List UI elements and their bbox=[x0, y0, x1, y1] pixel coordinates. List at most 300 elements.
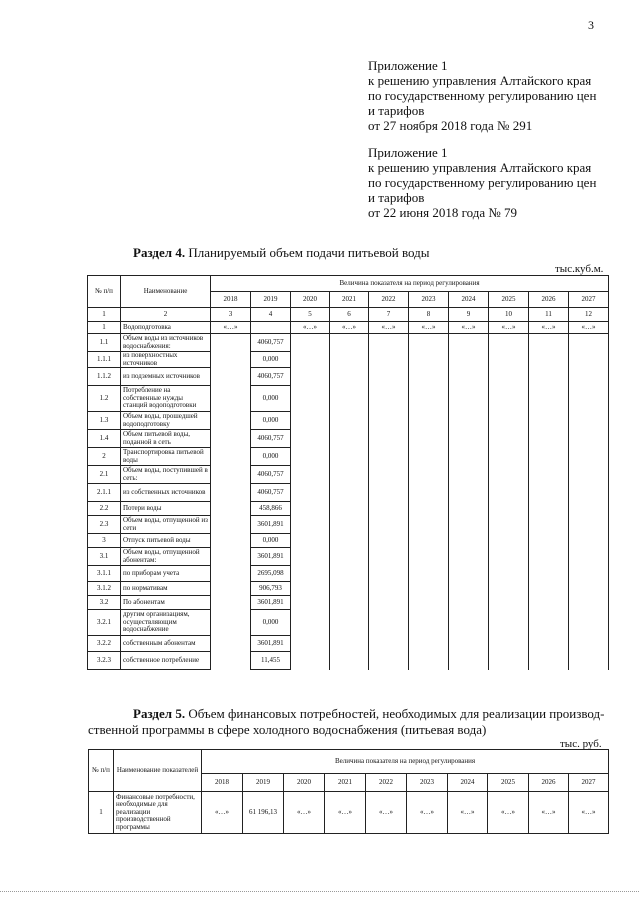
row-num: 1.3 bbox=[88, 412, 121, 430]
value-2020 bbox=[291, 334, 330, 352]
row-num: 2.1 bbox=[88, 466, 121, 484]
header-year: 2024 bbox=[448, 774, 488, 792]
value-2023 bbox=[409, 548, 449, 566]
header-group: Величина показателя на период регулирования bbox=[202, 750, 609, 774]
value-2027 bbox=[569, 386, 609, 412]
value-2025 bbox=[489, 412, 529, 430]
column-index: 5 bbox=[291, 308, 330, 322]
value-2027 bbox=[569, 484, 609, 502]
value-2027 bbox=[569, 548, 609, 566]
value-2023 bbox=[409, 652, 449, 670]
value-2022 bbox=[369, 548, 409, 566]
value-2024 bbox=[449, 412, 489, 430]
row-name: Отпуск питьевой воды bbox=[121, 534, 211, 548]
value-2026 bbox=[529, 448, 569, 466]
header-year: 2025 bbox=[488, 774, 529, 792]
row-num: 3 bbox=[88, 534, 121, 548]
value-2026 bbox=[529, 636, 569, 652]
value-2027 bbox=[569, 566, 609, 582]
value-2027 bbox=[569, 448, 609, 466]
value-2018 bbox=[211, 636, 251, 652]
column-index: 3 bbox=[211, 308, 251, 322]
value-2023 bbox=[409, 334, 449, 352]
value-2018 bbox=[211, 582, 251, 596]
value-2020 bbox=[291, 448, 330, 466]
value-2025 bbox=[489, 502, 529, 516]
row-name: по нормативам bbox=[121, 582, 211, 596]
appendix-line: по государственному регулированию цен bbox=[368, 175, 597, 190]
value-2022 bbox=[369, 516, 409, 534]
row-num: 3.2.3 bbox=[88, 652, 121, 670]
table-row bbox=[88, 566, 609, 582]
header-year: 2021 bbox=[325, 774, 366, 792]
page-edge-line bbox=[0, 891, 639, 892]
value-2024 bbox=[449, 636, 489, 652]
section5-title-line2: ственной программы в сфере холодного водоснабжения (питьевая вода) bbox=[88, 722, 487, 737]
row-num: 1 bbox=[88, 322, 121, 334]
value-2024 bbox=[449, 352, 489, 368]
value-2019: 458,866 bbox=[251, 502, 291, 516]
appendix-line: Приложение 1 bbox=[368, 145, 448, 160]
value-2020 bbox=[291, 516, 330, 534]
value-2018 bbox=[211, 502, 251, 516]
value-2024 bbox=[449, 652, 489, 670]
value-2020 bbox=[291, 582, 330, 596]
value-2027 bbox=[569, 352, 609, 368]
value-2024 bbox=[449, 610, 489, 636]
value-2018 bbox=[211, 596, 251, 610]
value-2024 bbox=[449, 484, 489, 502]
value-2026 bbox=[529, 466, 569, 484]
value-2026 bbox=[529, 386, 569, 412]
value-2018 bbox=[211, 652, 251, 670]
value-2018 bbox=[211, 430, 251, 448]
table-row bbox=[88, 582, 609, 596]
value-2026 bbox=[529, 652, 569, 670]
row-num: 3.2 bbox=[88, 596, 121, 610]
section5-title-bold: Раздел 5. bbox=[133, 706, 186, 721]
value-2027 bbox=[569, 534, 609, 548]
header-year: 2023 bbox=[407, 774, 448, 792]
value-2021 bbox=[330, 430, 369, 448]
table-row bbox=[88, 596, 609, 610]
value-2026 bbox=[529, 334, 569, 352]
table-row bbox=[88, 448, 609, 466]
value-2021 bbox=[330, 534, 369, 548]
value-2027 bbox=[569, 430, 609, 448]
value-2026 bbox=[529, 596, 569, 610]
value-2024 bbox=[449, 368, 489, 386]
value-2025 bbox=[489, 610, 529, 636]
row-name: по приборам учета bbox=[121, 566, 211, 582]
appendix-line: к решению управления Алтайского края bbox=[368, 160, 592, 175]
value-2025 bbox=[489, 368, 529, 386]
value-2020 bbox=[291, 386, 330, 412]
value-2025 bbox=[489, 596, 529, 610]
value-2024 bbox=[449, 334, 489, 352]
value-2019: 0,000 bbox=[251, 610, 291, 636]
table-row bbox=[88, 352, 609, 368]
value-2023 bbox=[409, 566, 449, 582]
value-2021 bbox=[330, 502, 369, 516]
value-2018 bbox=[211, 352, 251, 368]
value-2025 bbox=[489, 652, 529, 670]
value-2027 bbox=[569, 368, 609, 386]
appendix-block-1 bbox=[368, 58, 596, 133]
value-2022: «…» bbox=[369, 322, 409, 334]
table-row bbox=[88, 484, 609, 502]
value-2025 bbox=[489, 466, 529, 484]
row-num: 3.2.2 bbox=[88, 636, 121, 652]
value-2026 bbox=[529, 412, 569, 430]
row-num: 1 bbox=[89, 792, 114, 834]
value-2025 bbox=[489, 430, 529, 448]
value-2020 bbox=[291, 652, 330, 670]
row-num: 2.3 bbox=[88, 516, 121, 534]
value-2024: «…» bbox=[449, 322, 489, 334]
column-index: 8 bbox=[409, 308, 449, 322]
value-2019: 0,000 bbox=[251, 352, 291, 368]
value-2025 bbox=[489, 534, 529, 548]
header-year: 2026 bbox=[529, 292, 569, 308]
table-row bbox=[88, 516, 609, 534]
value-2022 bbox=[369, 566, 409, 582]
row-name: другим организациям, осуществляющим водоснабжение bbox=[121, 610, 211, 636]
row-num: 3.2.1 bbox=[88, 610, 121, 636]
value-2027 bbox=[569, 596, 609, 610]
value-2025 bbox=[489, 582, 529, 596]
row-name: из подземных источников bbox=[121, 368, 211, 386]
header-year: 2022 bbox=[366, 774, 407, 792]
column-index: 9 bbox=[449, 308, 489, 322]
value-2021: «…» bbox=[330, 322, 369, 334]
column-index: 1 bbox=[88, 308, 121, 322]
value-2019: 3601,891 bbox=[251, 548, 291, 566]
value-2022 bbox=[369, 352, 409, 368]
table-row bbox=[88, 386, 609, 412]
value-2021 bbox=[330, 484, 369, 502]
value-2020 bbox=[291, 566, 330, 582]
value-2021 bbox=[330, 466, 369, 484]
value-2021 bbox=[330, 352, 369, 368]
header-year: 2018 bbox=[202, 774, 243, 792]
value-2025 bbox=[489, 636, 529, 652]
section5-title-line1 bbox=[133, 706, 604, 722]
appendix-line: от 22 июня 2018 года № 79 bbox=[368, 205, 518, 220]
value-2021 bbox=[330, 548, 369, 566]
value-2022 bbox=[369, 484, 409, 502]
header-name: Наименование bbox=[121, 276, 211, 308]
value-2026 bbox=[529, 502, 569, 516]
row-name: из собственных источников bbox=[121, 484, 211, 502]
header-year: 2022 bbox=[369, 292, 409, 308]
row-name: из поверхностных источников bbox=[121, 352, 211, 368]
value-2025 bbox=[489, 352, 529, 368]
value-2019: 3601,891 bbox=[251, 596, 291, 610]
header-year: 2020 bbox=[284, 774, 325, 792]
value-2024 bbox=[449, 386, 489, 412]
value-2027 bbox=[569, 582, 609, 596]
value-2022 bbox=[369, 430, 409, 448]
table-row bbox=[88, 466, 609, 484]
value-2020: «…» bbox=[291, 322, 330, 334]
column-index: 11 bbox=[529, 308, 569, 322]
value-2025 bbox=[489, 566, 529, 582]
value-2018 bbox=[211, 516, 251, 534]
row-num: 2.1.1 bbox=[88, 484, 121, 502]
appendix-line: от 27 ноября 2018 года № 291 bbox=[368, 118, 533, 133]
value-2022 bbox=[369, 368, 409, 386]
value-2021 bbox=[330, 610, 369, 636]
column-index: 6 bbox=[330, 308, 369, 322]
section4-title-bold: Раздел 4. bbox=[133, 245, 186, 260]
value-2024 bbox=[449, 502, 489, 516]
value-2023 bbox=[409, 534, 449, 548]
value-2023: «…» bbox=[409, 322, 449, 334]
value-2022 bbox=[369, 582, 409, 596]
value-2027 bbox=[569, 412, 609, 430]
value-2020 bbox=[291, 596, 330, 610]
value-2027: «…» bbox=[569, 322, 609, 334]
value-2024 bbox=[449, 534, 489, 548]
row-num: 2 bbox=[88, 448, 121, 466]
value-2019: 3601,891 bbox=[251, 636, 291, 652]
value-2018 bbox=[211, 334, 251, 352]
header-year: 2019 bbox=[251, 292, 291, 308]
value-2018 bbox=[211, 412, 251, 430]
value-2022 bbox=[369, 652, 409, 670]
value-2023 bbox=[409, 448, 449, 466]
value-2026 bbox=[529, 610, 569, 636]
value-2021: «…» bbox=[325, 792, 366, 834]
value-2019: 4060,757 bbox=[251, 466, 291, 484]
value-2022 bbox=[369, 386, 409, 412]
value-2023 bbox=[409, 430, 449, 448]
value-2022 bbox=[369, 534, 409, 548]
value-2027 bbox=[569, 610, 609, 636]
header-group: Величина показателя на период регулирования bbox=[211, 276, 609, 292]
value-2020 bbox=[291, 466, 330, 484]
value-2019: 0,000 bbox=[251, 534, 291, 548]
row-num: 3.1.2 bbox=[88, 582, 121, 596]
section4-table bbox=[87, 275, 609, 670]
value-2023 bbox=[409, 502, 449, 516]
table-row bbox=[88, 610, 609, 636]
table-row bbox=[88, 412, 609, 430]
row-name: Потери воды bbox=[121, 502, 211, 516]
value-2025: «…» bbox=[488, 792, 529, 834]
value-2022 bbox=[369, 448, 409, 466]
value-2026 bbox=[529, 430, 569, 448]
row-name: Объем воды, отпущенной из сети bbox=[121, 516, 211, 534]
value-2023 bbox=[409, 516, 449, 534]
value-2022 bbox=[369, 610, 409, 636]
value-2023 bbox=[409, 386, 449, 412]
table-row bbox=[88, 334, 609, 352]
value-2022 bbox=[369, 636, 409, 652]
header-year: 2020 bbox=[291, 292, 330, 308]
value-2025 bbox=[489, 548, 529, 566]
value-2026: «…» bbox=[529, 322, 569, 334]
value-2021 bbox=[330, 368, 369, 386]
value-2020 bbox=[291, 412, 330, 430]
value-2018 bbox=[211, 466, 251, 484]
value-2025 bbox=[489, 334, 529, 352]
value-2022: «…» bbox=[366, 792, 407, 834]
value-2027 bbox=[569, 334, 609, 352]
value-2021 bbox=[330, 566, 369, 582]
row-name: Объем питьевой воды, поданной в сеть bbox=[121, 430, 211, 448]
value-2019: 2695,098 bbox=[251, 566, 291, 582]
row-num: 3.1.1 bbox=[88, 566, 121, 582]
row-name: Объем воды, прошедшей водоподготовку bbox=[121, 412, 211, 430]
value-2018 bbox=[211, 368, 251, 386]
header-num: № п/п bbox=[88, 276, 121, 308]
section5-title-text: Объем финансовых потребностей, необходимых для реализации производ- bbox=[185, 706, 605, 721]
value-2024 bbox=[449, 548, 489, 566]
value-2023 bbox=[409, 596, 449, 610]
section5-table bbox=[88, 749, 609, 834]
row-num: 1.1.2 bbox=[88, 368, 121, 386]
value-2018 bbox=[211, 566, 251, 582]
row-num: 3.1 bbox=[88, 548, 121, 566]
value-2021 bbox=[330, 652, 369, 670]
row-name: собственное потребление bbox=[121, 652, 211, 670]
column-index: 10 bbox=[489, 308, 529, 322]
section4-title-text: Планируемый объем подачи питьевой воды bbox=[185, 245, 430, 260]
row-num: 1.2 bbox=[88, 386, 121, 412]
table-row bbox=[88, 502, 609, 516]
value-2018: «…» bbox=[202, 792, 243, 834]
value-2020 bbox=[291, 636, 330, 652]
value-2026 bbox=[529, 368, 569, 386]
row-name: собственным абонентам bbox=[121, 636, 211, 652]
value-2020 bbox=[291, 368, 330, 386]
table-row bbox=[88, 652, 609, 670]
header-year: 2027 bbox=[569, 292, 609, 308]
value-2021 bbox=[330, 516, 369, 534]
row-num: 1.4 bbox=[88, 430, 121, 448]
column-index: 7 bbox=[369, 308, 409, 322]
value-2018 bbox=[211, 484, 251, 502]
value-2023: «…» bbox=[407, 792, 448, 834]
value-2025 bbox=[489, 516, 529, 534]
value-2026: «…» bbox=[529, 792, 569, 834]
value-2019: 4060,757 bbox=[251, 430, 291, 448]
value-2019: 11,455 bbox=[251, 652, 291, 670]
value-2026 bbox=[529, 352, 569, 368]
appendix-line: Приложение 1 bbox=[368, 58, 448, 73]
header-year: 2026 bbox=[529, 774, 569, 792]
value-2027 bbox=[569, 516, 609, 534]
value-2022 bbox=[369, 412, 409, 430]
value-2019: 906,793 bbox=[251, 582, 291, 596]
section4-title bbox=[133, 245, 430, 261]
value-2022 bbox=[369, 596, 409, 610]
header-num: № п/п bbox=[89, 750, 114, 792]
value-2020 bbox=[291, 430, 330, 448]
value-2026 bbox=[529, 516, 569, 534]
value-2018 bbox=[211, 610, 251, 636]
value-2018: «…» bbox=[211, 322, 251, 334]
row-name: Потребление на собственные нужды станций водоподготовки bbox=[121, 386, 211, 412]
value-2019: 0,000 bbox=[251, 386, 291, 412]
header-year: 2025 bbox=[489, 292, 529, 308]
value-2025 bbox=[489, 386, 529, 412]
value-2025 bbox=[489, 484, 529, 502]
page-number: 3 bbox=[588, 18, 594, 32]
value-2021 bbox=[330, 334, 369, 352]
section4-unit: тыс.куб.м. bbox=[555, 263, 604, 275]
row-name: Объем воды, отпущенной абонентам: bbox=[121, 548, 211, 566]
table-row bbox=[88, 368, 609, 386]
value-2021 bbox=[330, 636, 369, 652]
value-2021 bbox=[330, 582, 369, 596]
value-2020 bbox=[291, 484, 330, 502]
table-row bbox=[88, 636, 609, 652]
value-2020: «…» bbox=[284, 792, 325, 834]
value-2021 bbox=[330, 448, 369, 466]
value-2019: 4060,757 bbox=[251, 368, 291, 386]
header-year: 2018 bbox=[211, 292, 251, 308]
value-2027 bbox=[569, 502, 609, 516]
value-2018 bbox=[211, 386, 251, 412]
table-row bbox=[88, 534, 609, 548]
value-2020 bbox=[291, 534, 330, 548]
row-num: 1.1.1 bbox=[88, 352, 121, 368]
value-2019: 4060,757 bbox=[251, 334, 291, 352]
value-2022 bbox=[369, 466, 409, 484]
column-index: 4 bbox=[251, 308, 291, 322]
header-year: 2021 bbox=[330, 292, 369, 308]
value-2024: «…» bbox=[448, 792, 488, 834]
value-2023 bbox=[409, 352, 449, 368]
value-2023 bbox=[409, 484, 449, 502]
header-name: Наименование показателей bbox=[114, 750, 202, 792]
value-2026 bbox=[529, 484, 569, 502]
value-2018 bbox=[211, 534, 251, 548]
header-year: 2023 bbox=[409, 292, 449, 308]
value-2023 bbox=[409, 466, 449, 484]
table-row bbox=[88, 430, 609, 448]
column-index: 12 bbox=[569, 308, 609, 322]
appendix-line: и тарифов bbox=[368, 103, 425, 118]
row-name: Транспортировка питьевой воды bbox=[121, 448, 211, 466]
value-2023 bbox=[409, 368, 449, 386]
value-2027 bbox=[569, 636, 609, 652]
value-2023 bbox=[409, 610, 449, 636]
column-index: 2 bbox=[121, 308, 211, 322]
value-2019: 0,000 bbox=[251, 448, 291, 466]
value-2021 bbox=[330, 596, 369, 610]
header-year: 2027 bbox=[569, 774, 609, 792]
value-2019: 0,000 bbox=[251, 412, 291, 430]
value-2026 bbox=[529, 582, 569, 596]
value-2020 bbox=[291, 502, 330, 516]
row-name: Объем воды, поступившей в сеть: bbox=[121, 466, 211, 484]
value-2024 bbox=[449, 516, 489, 534]
value-2024 bbox=[449, 448, 489, 466]
value-2025 bbox=[489, 448, 529, 466]
value-2027 bbox=[569, 652, 609, 670]
appendix-line: к решению управления Алтайского края bbox=[368, 73, 592, 88]
value-2019: 4060,757 bbox=[251, 484, 291, 502]
value-2018 bbox=[211, 448, 251, 466]
value-2022 bbox=[369, 502, 409, 516]
value-2024 bbox=[449, 596, 489, 610]
value-2019 bbox=[251, 322, 291, 334]
row-name: Объем воды из источников водоснабжения: bbox=[121, 334, 211, 352]
